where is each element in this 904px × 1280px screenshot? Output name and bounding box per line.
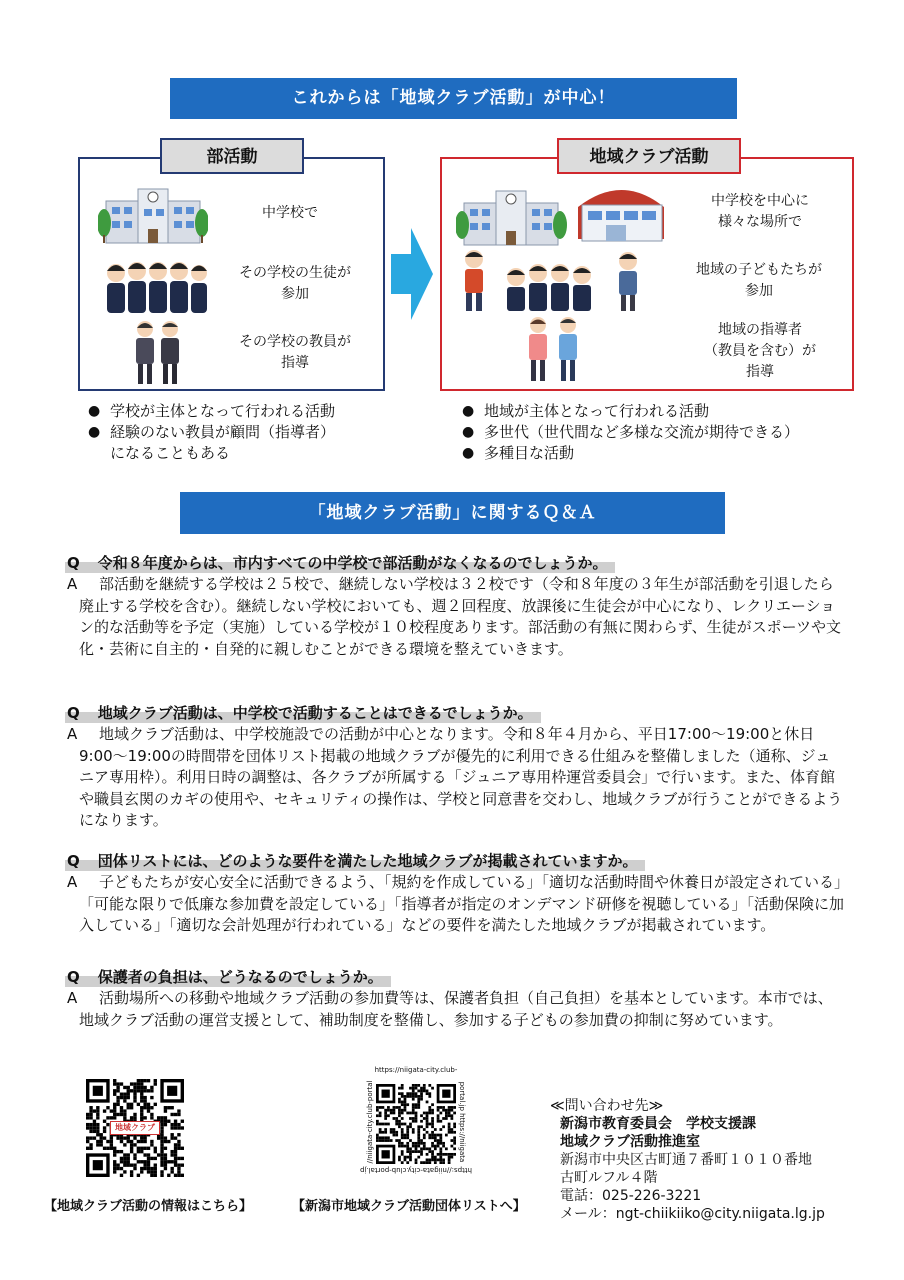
question-2: Q 地域クラブ活動は、中学校で活動することはできるでしょうか。 xyxy=(65,703,541,723)
kids-group-icon xyxy=(456,247,652,313)
contact-phone: 電話：025-226-3221 xyxy=(560,1188,702,1204)
left-item-1-text: 中学校で xyxy=(262,205,318,221)
answer-3: A 子どもたちが安心安全に活動できるよう、「規約を作成している」「適切な活動時間や休養日が設定されている」「可能な限りで低廉な参加費を設定している」「指導者が指定のオンデマンド研修を視聴している」「活動保険に加入している」「適切な会計処理が行われている」などの要件を満たした地域クラブが掲載されています。 xyxy=(67,873,845,934)
right-bullet-2: ● 多世代（世代間など多様な交流が期待できる） xyxy=(462,422,862,443)
left-bullet-2: ● 経験のない教員が顧問（指導者） になることもある xyxy=(88,422,418,464)
right-item-3-text: 地域の指導者 （教員を含む）が 指導 xyxy=(704,322,816,380)
qa-item-3 xyxy=(65,851,845,937)
contact-office: 地域クラブ活動推進室 xyxy=(560,1134,700,1150)
club-info-qr-code[interactable] xyxy=(86,1079,184,1177)
left-item-3-text: その学校の教員が 指導 xyxy=(239,334,351,371)
qa-item-4 xyxy=(65,967,845,1031)
qr-center-label: 地域クラブ xyxy=(110,1121,160,1135)
right-bullet-3: ● 多種目な活動 xyxy=(462,443,862,464)
question-3: Q 団体リストには、どのような要件を満たした地域クラブが掲載されていますか。 xyxy=(65,851,645,871)
left-bullet-1: ● 学校が主体となって行われる活動 xyxy=(88,401,418,422)
club-list-qr-code[interactable] xyxy=(358,1066,474,1182)
qr-url-bottom: https://niigata-city.club-portal.jp xyxy=(360,1166,473,1174)
contact-dept: 新潟市教育委員会 学校支援課 xyxy=(560,1116,756,1132)
right-item-2-text: 地域の子どもたちが 参加 xyxy=(696,262,822,299)
coaches-icon xyxy=(522,315,586,383)
top-banner: これからは「地域クラブ活動」が中心！ xyxy=(170,78,737,119)
question-1: Q 令和８年度からは、市内すべての中学校で部活動がなくなるのでしょうか。 xyxy=(65,553,615,573)
answer-1: A 部活動を継続する学校は２５校で、継続しない学校は３２校です（令和８年度の３年生が部活動を引退したら廃止する学校を含む）。継続しない学校においても、週２回程度、放課後に生徒会が中心になり、レクリエーション的な活動等を予定（実施）している学校が１０校程度あります。部活動の有無に関わらず、生徒がスポーツや文化・芸術に自主的・自発的に親しむことができる環境を整えていきます。 xyxy=(67,575,842,658)
contact-info xyxy=(550,1097,825,1223)
facilities-icon xyxy=(456,179,666,247)
chiiki-club-title: 地域クラブ活動 xyxy=(557,138,741,174)
right-bullet-list xyxy=(462,401,862,464)
contact-address-2: 古町ルフル４階 xyxy=(560,1170,658,1186)
right-item-1-text: 中学校を中心に 様々な場所で xyxy=(711,193,809,230)
left-item-2-text: その学校の生徒が 参加 xyxy=(239,265,351,302)
contact-address-1: 新潟市中央区古町通７番町１０１０番地 xyxy=(560,1152,812,1168)
qa-banner: 「地域クラブ活動」に関するＱ＆Ａ xyxy=(180,492,725,534)
students-group-icon xyxy=(104,257,208,315)
question-4: Q 保護者の負担は、どうなるのでしょうか。 xyxy=(65,967,391,987)
contact-email[interactable]: メール：ngt-chiikiiko@city.niigata.lg.jp xyxy=(560,1206,825,1222)
answer-4: A 活動場所への移動や地域クラブ活動の参加費等は、保護者負担（自己負担）を基本としています。本市では、地域クラブ活動の運営支援として、補助制度を整備し、参加する子どもの参加費の抑制に努めています。 xyxy=(67,989,833,1029)
answer-2: A 地域クラブ活動は、中学校施設での活動が中心となります。令和８年４月から、平日17:00～19:00と休日9:00～19:00の時間帯を団体リスト掲載の地域クラブが優先的に利用できる仕組みを整備しました（通称、ジュニア専用枠）。利用日時の調整は、各クラブが所属する「ジュニア専用枠運営委員会」で行います。また、体育館や職員玄関のカギの使用や、セキュリティの操作は、学校と同意書を交わし、地域クラブが行うことができるようになります。 xyxy=(67,725,843,829)
qr-url-top: https://niigata-city.club- xyxy=(374,1066,458,1074)
right-bullet-1: ● 地域が主体となって行われる活動 xyxy=(462,401,862,422)
school-building-icon xyxy=(98,179,208,245)
qa-item-2 xyxy=(65,703,845,832)
left-bullet-list xyxy=(88,401,418,464)
qa-item-1 xyxy=(65,553,845,660)
bukatsudo-title: 部活動 xyxy=(160,138,304,174)
bukatsudo-panel xyxy=(78,157,385,391)
club-info-qr-caption: 【地域クラブ活動の情報はこちら】 xyxy=(44,1199,253,1214)
qr-url-left: //niigata-city.club-portal xyxy=(366,1080,374,1164)
teachers-icon xyxy=(130,319,186,385)
qr-url-right: portal.jp https://niigata xyxy=(458,1081,466,1163)
contact-heading: ≪問い合わせ先≫ xyxy=(550,1098,664,1114)
right-arrow-icon xyxy=(391,228,433,320)
club-list-qr-caption: 【新潟市地域クラブ活動団体リストへ】 xyxy=(292,1199,526,1214)
chiiki-club-panel xyxy=(440,157,854,391)
